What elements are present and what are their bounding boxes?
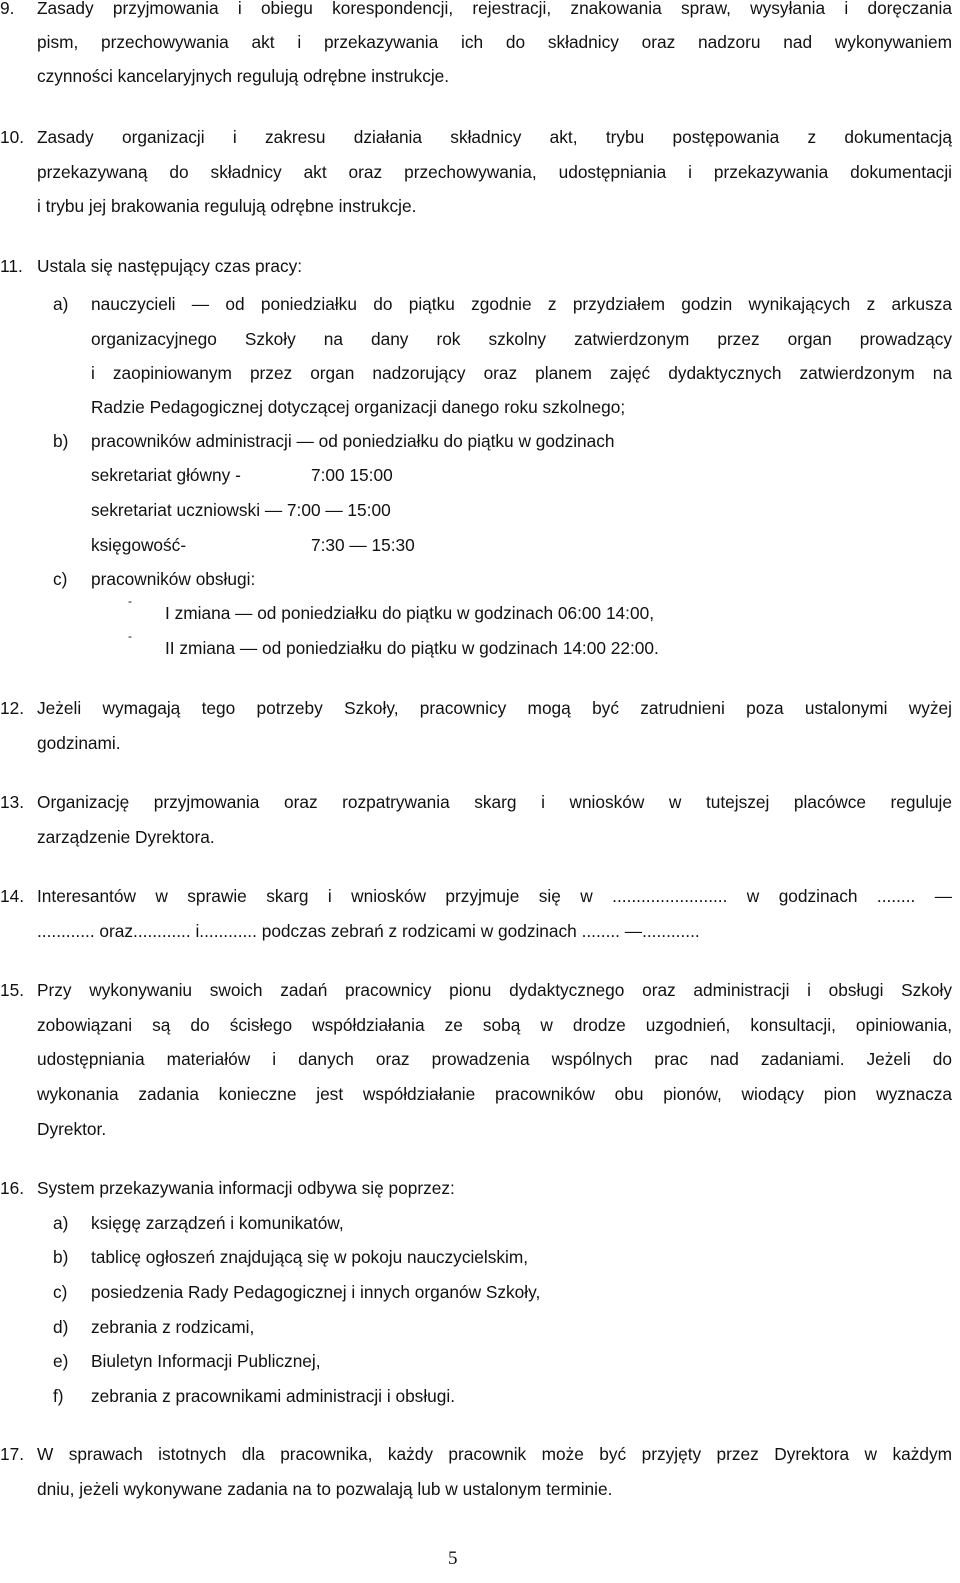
- list-label: b): [53, 431, 69, 451]
- paragraph-line: i trybu jej brakowania regulują odrębne instrukcje.: [37, 196, 417, 216]
- paragraph-line: Dyrektor.: [37, 1119, 107, 1139]
- paragraph-line: wykonania zadania konieczne jest współdziałanie pracowników obu pionów, wiodący pion wyznacza: [37, 1084, 952, 1104]
- list-line: I zmiana — od poniedziałku do piątku w godzinach 06:00 14:00,: [165, 603, 654, 623]
- schedule-time: 7:30 — 15:30: [311, 535, 415, 555]
- paragraph-line: czynności kancelaryjnych regulują odrębne instrukcje.: [37, 66, 450, 86]
- schedule-time: 7:00 15:00: [311, 465, 393, 485]
- paragraph-number: 10.: [0, 127, 25, 147]
- list-label: a): [53, 1213, 69, 1233]
- list-line: Radzie Pedagogicznej dotyczącej organizacji danego roku szkolnego;: [91, 397, 626, 417]
- paragraph-number: 16.: [0, 1178, 25, 1198]
- paragraph-line: ............ oraz............ i............ podczas zebrań z rodzicami w godzinach ........ —............: [37, 921, 700, 941]
- paragraph-line: pism, przechowywania akt i przekazywania ich do składnicy oraz nadzoru nad wykonywaniem: [37, 32, 952, 52]
- list-label: c): [53, 569, 68, 589]
- paragraph-number: 9.: [0, 0, 15, 18]
- list-item: Biuletyn Informacji Publicznej,: [91, 1351, 321, 1371]
- schedule-name: sekretariat główny -: [91, 465, 241, 485]
- bullet-dash: -: [128, 629, 132, 643]
- paragraph-intro: Ustala się następujący czas pracy:: [37, 256, 303, 276]
- paragraph-line: Zasady organizacji i zakresu działania składnicy akt, trybu postępowania z dokumentacją: [37, 127, 952, 147]
- list-label: b): [53, 1247, 69, 1267]
- list-label: d): [53, 1317, 69, 1337]
- list-item: zebrania z pracownikami administracji i obsługi.: [91, 1386, 456, 1406]
- schedule-name: księgowość-: [91, 535, 187, 555]
- paragraph-line: zarządzenie Dyrektora.: [37, 827, 215, 847]
- paragraph-number: 11.: [0, 256, 23, 276]
- list-label: c): [53, 1282, 68, 1302]
- paragraph-number: 12.: [0, 698, 25, 718]
- paragraph-line: Zasady przyjmowania i obiegu korespondencji, rejestracji, znakowania spraw, wysyłania i doręczania: [37, 0, 952, 18]
- schedule-name: sekretariat uczniowski — 7:00 — 15:00: [91, 500, 391, 520]
- paragraph-line: Jeżeli wymagają tego potrzeby Szkoły, pracownicy mogą być zatrudnieni poza ustalonymi wyżej: [37, 698, 952, 718]
- list-label: a): [53, 294, 69, 314]
- paragraph-line: przekazywaną do składnicy akt oraz przechowywania, udostępniania i przekazywania dokumentacji: [37, 162, 952, 182]
- list-label: f): [53, 1386, 64, 1406]
- paragraph-line: zobowiązani są do ścisłego współdziałania ze sobą w drodze uzgodnień, konsultacji, opiniowania,: [37, 1015, 952, 1035]
- paragraph-line: Przy wykonywaniu swoich zadań pracownicy pionu dydaktycznego oraz administracji i obsługi Szkoły: [37, 980, 952, 1000]
- list-line: II zmiana — od poniedziałku do piątku w godzinach 14:00 22:00.: [165, 638, 659, 658]
- list-line: pracowników administracji — od poniedziałku do piątku w godzinach: [91, 431, 615, 451]
- page-number: 5: [448, 1548, 458, 1569]
- list-label: e): [53, 1351, 69, 1371]
- list-item: posiedzenia Rady Pedagogicznej i innych organów Szkoły,: [91, 1282, 541, 1302]
- paragraph-line: godzinami.: [37, 733, 121, 753]
- list-line: i zaopiniowanym przez organ nadzorujący oraz planem zajęć dydaktycznych zatwierdzonym na: [91, 363, 952, 383]
- list-item: tablicę ogłoszeń znajdującą się w pokoju nauczycielskim,: [91, 1247, 529, 1267]
- bullet-dash: -: [128, 594, 132, 608]
- paragraph-number: 17.: [0, 1444, 25, 1464]
- list-item: zebrania z rodzicami,: [91, 1317, 255, 1337]
- list-item: księgę zarządzeń i komunikatów,: [91, 1213, 344, 1233]
- paragraph-line: W sprawach istotnych dla pracownika, każdy pracownik może być przyjęty przez Dyrektora w każdym: [37, 1444, 952, 1464]
- list-line: pracowników obsługi:: [91, 569, 256, 589]
- paragraph-number: 15.: [0, 980, 25, 1000]
- paragraph-line: udostępniania materiałów i danych oraz prowadzenia wspólnych prac nad zadaniami. Jeżeli do: [37, 1049, 952, 1069]
- paragraph-line: dniu, jeżeli wykonywane zadania na to pozwalają lub w ustalonym terminie.: [37, 1479, 613, 1499]
- paragraph-line: Interesantów w sprawie skarg i wniosków przyjmuje się w ........................ w godzinach ........ —: [37, 886, 952, 906]
- paragraph-number: 13.: [0, 792, 25, 812]
- paragraph-intro: System przekazywania informacji odbywa się poprzez:: [37, 1178, 455, 1198]
- paragraph-number: 14.: [0, 886, 25, 906]
- list-line: organizacyjnego Szkoły na dany rok szkolny zatwierdzonym przez organ prowadzący: [91, 329, 952, 349]
- paragraph-line: Organizację przyjmowania oraz rozpatrywania skarg i wniosków w tutejszej placówce reguluje: [37, 792, 952, 812]
- list-line: nauczycieli — od poniedziałku do piątku zgodnie z przydziałem godzin wynikających z arkusza: [91, 294, 952, 314]
